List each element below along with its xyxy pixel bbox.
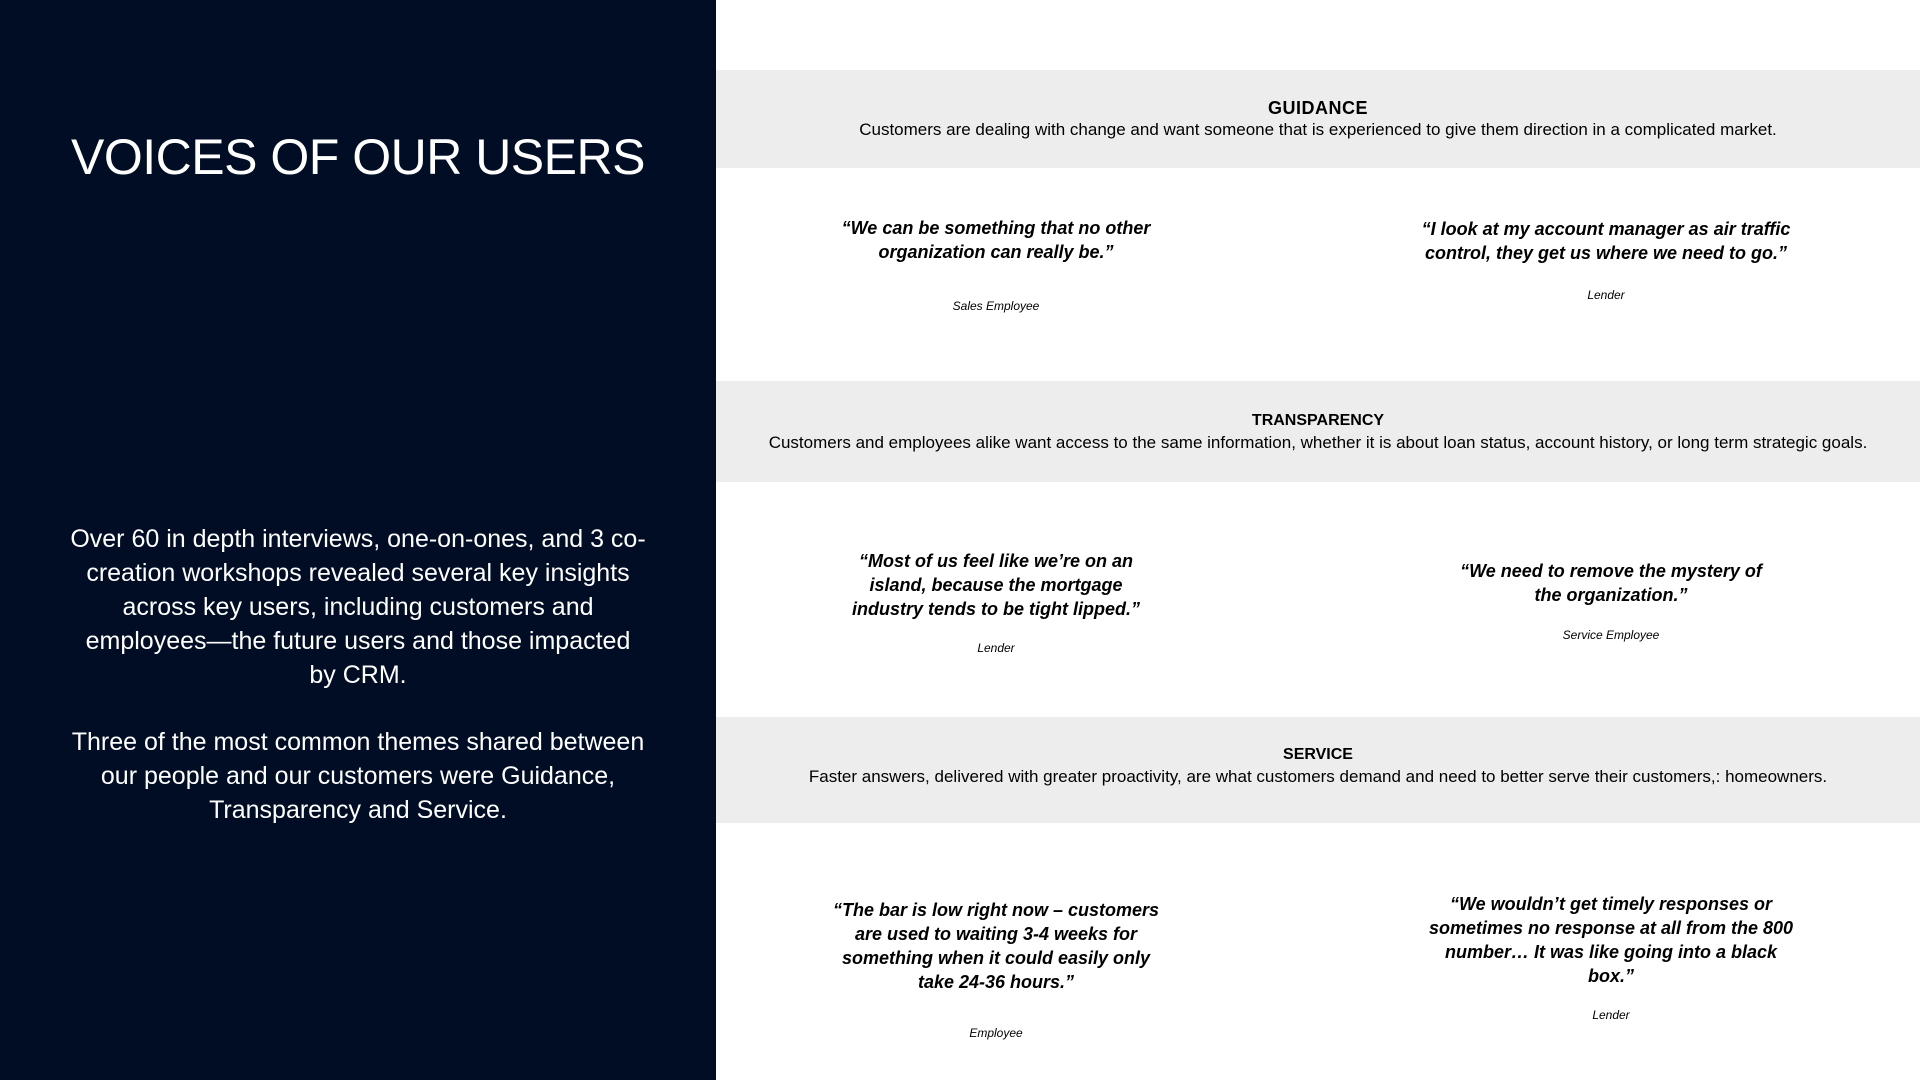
theme-description: Faster answers, delivered with greater proactivity, are what customers demand and need to better serve their customers,: homeowners.: [808, 767, 1828, 786]
intro-paragraph-2: Three of the most common themes shared between our people and our customers were Guidance, Transparency and Service.: [71, 728, 645, 824]
quote-card: [1446, 559, 1776, 642]
right-panel: [716, 0, 1920, 1080]
theme-description: Customers and employees alike want access to the same information, whether it is about loan status, account history, or long term strategic goals.: [768, 433, 1868, 452]
quote-text: “Most of us feel like we’re on an island, because the mortgage industry tends to be tight lipped.”: [852, 551, 1140, 619]
quote-author: Employee: [969, 1026, 1023, 1040]
quote-text: “We can be something that no other organization can really be.”: [841, 218, 1151, 262]
theme-band-transparency: [716, 381, 1920, 482]
theme-title: TRANSPARENCY: [1251, 412, 1385, 429]
quote-author: Lender: [1587, 288, 1625, 302]
theme-title: SERVICE: [1283, 746, 1353, 763]
intro-paragraph-1: Over 60 in depth interviews, one-on-ones, and 3 co-creation workshops revealed several key insights across key users, including customers and employees—the future users and those impacted by CRM.: [70, 525, 646, 689]
theme-band-service: [716, 717, 1920, 823]
quote-card: [831, 216, 1161, 313]
left-panel: [0, 0, 716, 1080]
quote-card: [846, 549, 1146, 655]
quote-text: “We wouldn’t get timely responses or sometimes no response at all from the 800 number… It was like going into a black box.”: [1428, 894, 1794, 986]
quote-author: Lender: [977, 641, 1015, 655]
theme-description: Customers are dealing with change and want someone that is experienced to give them direction in a complicated market.: [859, 120, 1777, 139]
quote-text: “I look at my account manager as air traffic control, they get us where we need to go.”: [1421, 219, 1791, 263]
quote-text: “We need to remove the mystery of the organization.”: [1460, 561, 1762, 605]
slide-title: VOICES OF OUR USERS: [71, 129, 645, 185]
theme-band-guidance: [716, 70, 1920, 168]
quote-author: Lender: [1592, 1008, 1630, 1022]
quote-author: Sales Employee: [952, 299, 1040, 313]
quote-card: [826, 898, 1166, 1040]
quote-text: “The bar is low right now – customers are used to waiting 3-4 weeks for something when it could easily only take 24-36 hours.”: [832, 900, 1160, 992]
quote-card: [1416, 217, 1796, 302]
theme-title: GUIDANCE: [1267, 98, 1368, 118]
quote-author: Service Employee: [1562, 628, 1660, 642]
intro-text: [70, 522, 646, 860]
quote-card: [1426, 892, 1796, 1022]
